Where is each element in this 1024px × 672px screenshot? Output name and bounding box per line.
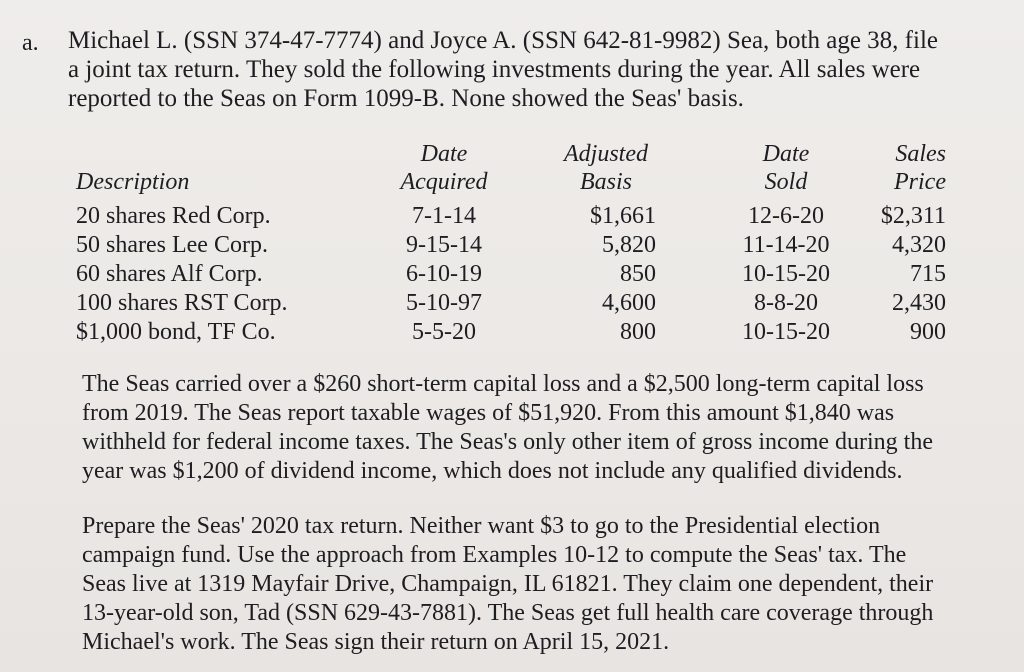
cell-date-sold: 8-8-20 [754, 290, 818, 316]
problem-intro [68, 26, 998, 113]
table-row [76, 202, 956, 231]
paragraph-line: Michael's work. The Seas sign their return on April 15, 2021. [82, 629, 670, 655]
table-row [76, 231, 956, 260]
cell-sales-price: 4,320 [892, 232, 946, 258]
cell-sales-price: 2,430 [892, 290, 946, 316]
cell-adjusted-basis: $1,661 [590, 203, 656, 229]
cell-description: 100 shares RST Corp. [76, 290, 288, 316]
cell-date-acquired: 5-5-20 [412, 319, 476, 345]
paragraph-line: campaign fund. Use the approach from Examples 10-12 to compute the Seas' tax. The [82, 542, 907, 568]
cell-date-acquired: 9-15-14 [406, 232, 482, 258]
table-body [76, 202, 956, 347]
cell-date-acquired: 5-10-97 [406, 290, 482, 316]
intro-line: reported to the Seas on Form 1099-B. None showed the Seas' basis. [68, 85, 744, 112]
paragraph-line: Prepare the Seas' 2020 tax return. Neither want $3 to go to the Presidential election [82, 513, 881, 539]
paragraph-line: Seas live at 1319 Mayfair Drive, Champaign, IL 61821. They claim one dependent, their [82, 571, 934, 597]
cell-adjusted-basis: 800 [620, 319, 656, 345]
cell-date-acquired: 7-1-14 [412, 203, 476, 229]
cell-date-sold: 10-15-20 [742, 319, 830, 345]
cell-sales-price: $2,311 [880, 203, 946, 229]
paragraph-line: year was $1,200 of dividend income, which does not include any qualified dividends. [82, 458, 903, 484]
paragraph-line: from 2019. The Seas report taxable wages of $51,920. From this amount $1,840 was [82, 400, 895, 426]
paragraph-line: 13-year-old son, Tad (SSN 629-43-7881). The Seas get full health care coverage through [82, 600, 934, 626]
cell-adjusted-basis: 4,600 [602, 290, 656, 316]
cell-description: 20 shares Red Corp. [76, 203, 271, 229]
cell-sales-price: 900 [910, 319, 946, 345]
problem-marker: a. [22, 30, 39, 56]
table-row [76, 318, 956, 347]
instructions-paragraph [82, 512, 1002, 657]
cell-sales-price: 715 [910, 261, 946, 287]
cell-date-sold: 11-14-20 [742, 232, 830, 258]
paragraph-line: The Seas carried over a $260 short-term capital loss and a $2,500 long-term capital loss [82, 371, 924, 397]
cell-description: 50 shares Lee Corp. [76, 232, 268, 258]
table-row [76, 289, 956, 318]
cell-adjusted-basis: 5,820 [602, 232, 656, 258]
cell-adjusted-basis: 850 [620, 261, 656, 287]
paragraph-line: withheld for federal income taxes. The Seas's only other item of gross income during the [82, 429, 933, 455]
cell-date-sold: 12-6-20 [748, 203, 824, 229]
textbook-page: a. Michael L. (SSN 374-47-7774) and Joyce A. (SSN 642-81-9982) Sea, both age 38, file a joint tax return. They sold the following investments during the year. All sales were reported to the Seas on Form 1099-B. None showed the Seas' basis. Description Date Acquired Adjusted Basis Date Sold Sales Price 20 shares Red Corp. 7-1-14 $1,661 12-6-20 $2,311 50 shares Lee Corp. 9-15-14 5,820 11-14-20 4,320 60 shares Alf Corp. 6-10-19 850 10-15-20 715 100 shares RST Corp. 5-10-97 4,600 8-8-20 2,430 $1,000 bond, TF Co. 5-5-20 800 10-15-20 900 The Seas carried over a $260 short-term capital loss and a $2,500 long-term capital loss from 2019. The Seas report taxable wages of $51,920. From this amount $1,840 was withheld for federal income taxes. The Seas's only other item of gross income during the year was $1,200 of dividend income, which does not include any qualified dividends. Prepare the Seas' 2020 tax return. Neither want $3 to go to the Presidential election campaign fund. Use the approach from Examples 10-12 to compute the Seas' tax. The Seas live at 1319 Mayfair Drive, Champaign, IL 61821. They claim one dependent, their 13-year-old son, Tad (SSN 629-43-7881). The Seas get full health care coverage through Michael's work. The Seas sign their return on April 15, 2021. [0, 0, 1024, 672]
table-row [76, 260, 956, 289]
intro-line: a joint tax return. They sold the following investments during the year. All sales were [68, 56, 921, 83]
intro-line: Michael L. (SSN 374-47-7774) and Joyce A. (SSN 642-81-9982) Sea, both age 38, file [68, 27, 938, 54]
cell-description: $1,000 bond, TF Co. [76, 319, 276, 345]
header-description-label: Description [76, 169, 190, 195]
cell-date-acquired: 6-10-19 [406, 261, 482, 287]
cell-date-sold: 10-15-20 [742, 261, 830, 287]
carryover-paragraph [82, 370, 1002, 486]
cell-description: 60 shares Alf Corp. [76, 261, 263, 287]
